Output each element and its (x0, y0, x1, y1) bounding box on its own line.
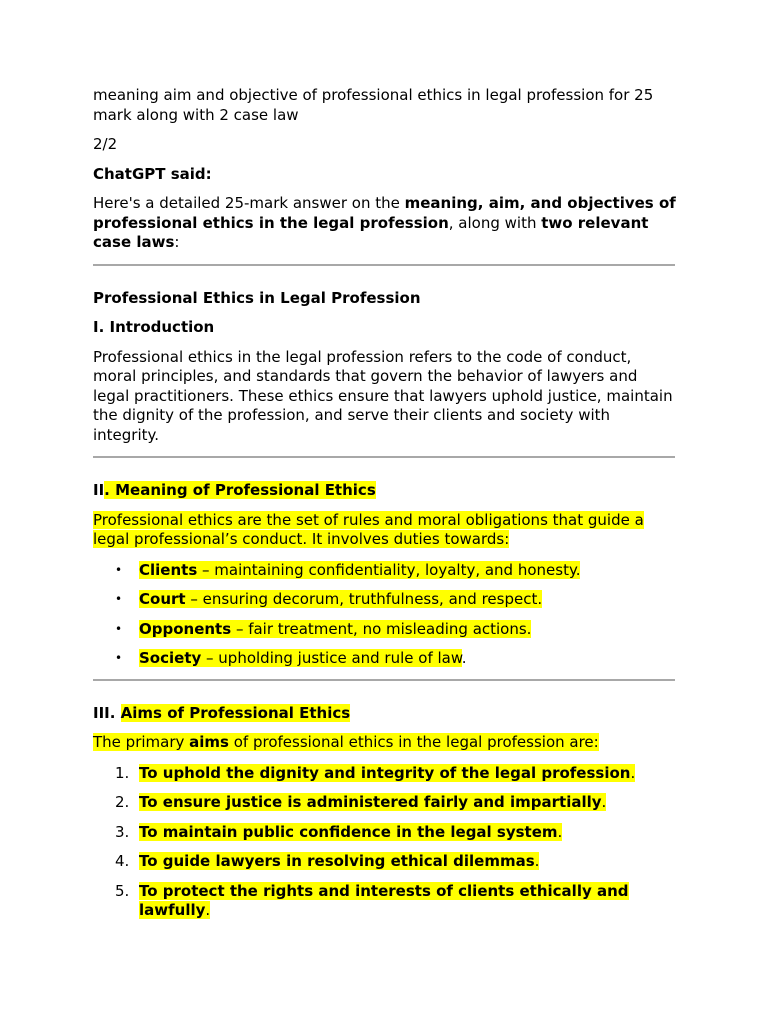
aim-text: To uphold the dignity and integrity of the legal profession (139, 763, 631, 782)
aims-list (93, 764, 678, 921)
bullet-icon: • (115, 621, 123, 636)
duty-highlight (139, 561, 580, 579)
bullet-icon: • (115, 651, 123, 665)
section-heading-aims (93, 704, 678, 724)
intro-bold-2: two relevant case laws (93, 213, 649, 251)
aim-tail: . (630, 763, 636, 782)
section-heading-meaning (93, 481, 678, 501)
duty-term: Clients (139, 560, 198, 579)
intro-paragraph (93, 194, 678, 253)
meaning-paragraph (93, 511, 678, 550)
duty-term: Society (139, 649, 202, 667)
aims-paragraph (93, 733, 678, 753)
aim-tail: . (534, 852, 540, 870)
aims-text-1: The primary (93, 733, 190, 751)
document-page (93, 86, 678, 931)
list-item (93, 882, 678, 921)
item-number: 4. (115, 852, 130, 870)
aims-text-2: of professional ethics in the legal profession are: (228, 733, 599, 751)
item-number: 5. (115, 881, 130, 900)
list-item (93, 561, 678, 581)
aim-text: To guide lawyers in resolving ethical dilemmas (139, 852, 535, 870)
aim-tail: . (205, 901, 211, 919)
heading-prefix: II (93, 481, 105, 499)
intro-text-3: : (174, 233, 180, 251)
duty-highlight (139, 590, 542, 608)
aim-tail: . (557, 822, 563, 841)
introduction-paragraph: Professional ethics in the legal profession refers to the code of conduct, moral principles, and standards that govern the behavior of lawyers and legal practitioners. These ethics ensure that lawyers uphold justice, maintain the dignity of the profession, and serve their clients and society with integrity. (93, 347, 673, 444)
bullet-icon: • (115, 562, 123, 577)
list-item (93, 649, 678, 669)
duty-desc: – upholding justice and rule of law (201, 649, 462, 667)
intro-bold-1: meaning, aim, and objectives of professional ethics in the legal profession (93, 194, 676, 232)
list-item (93, 823, 678, 843)
duty-highlight (139, 649, 462, 667)
response-counter: 2/2 (93, 135, 118, 153)
divider (93, 264, 675, 266)
item-number: 2. (115, 793, 130, 811)
divider (93, 679, 675, 681)
speaker-label: ChatGPT said: (93, 164, 212, 183)
list-item (93, 620, 678, 640)
document-title: Professional Ethics in Legal Profession (93, 288, 421, 307)
user-prompt: meaning aim and objective of professional ethics in legal profession for 25 mark along with 2 case law (93, 86, 654, 124)
duty-highlight (139, 620, 531, 638)
duty-desc: – maintaining confidentiality, loyalty, and honesty. (197, 560, 581, 579)
list-item (93, 590, 678, 610)
duties-list (93, 561, 678, 669)
intro-text-2: , along with (448, 213, 542, 232)
aim-text: To ensure justice is administered fairly and impartially (139, 793, 602, 811)
meaning-text: Professional ethics are the set of rules and moral obligations that guide a legal professional’s conduct. It involves duties towards: (93, 510, 644, 548)
bullet-icon: • (115, 592, 123, 606)
section-heading-introduction: I. Introduction (93, 318, 215, 336)
aims-bold: aims (189, 733, 229, 751)
divider (93, 456, 675, 458)
duty-term: Opponents (139, 619, 232, 638)
duty-desc: – ensuring decorum, truthfulness, and respect. (185, 590, 543, 608)
heading-highlight: . Meaning of Professional Ethics (104, 481, 376, 499)
aim-text: To protect the rights and interests of clients ethically and lawfully (139, 881, 629, 919)
intro-text-1: Here's a detailed 25-mark answer on the (93, 194, 405, 212)
item-number: 1. (115, 763, 130, 782)
heading-prefix: III. (93, 703, 121, 722)
aim-text: To maintain public confidence in the legal system (139, 822, 558, 841)
aim-tail: . (601, 793, 607, 811)
duty-desc: – fair treatment, no misleading actions. (231, 619, 532, 638)
duty-tail: . (461, 649, 467, 667)
duty-term: Court (139, 590, 186, 608)
item-number: 3. (115, 822, 130, 841)
list-item (93, 764, 678, 784)
list-item (93, 852, 678, 872)
heading-highlight: Aims of Professional Ethics (120, 703, 351, 722)
list-item (93, 793, 678, 813)
